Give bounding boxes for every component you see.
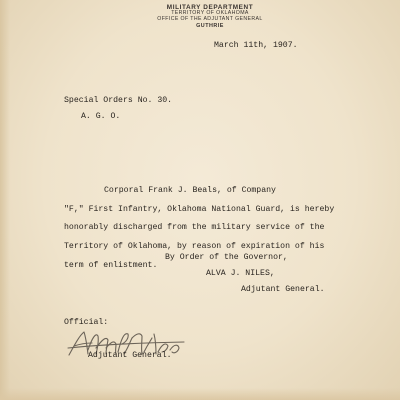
special-orders-number: Special Orders No. 30.	[64, 96, 173, 105]
body-line: term of enlistment.	[64, 260, 158, 270]
paper-edge-left	[0, 0, 10, 400]
document-date: March 11th, 1907.	[214, 41, 298, 50]
official-title: Adjutant General.	[88, 351, 172, 360]
letterhead	[110, 4, 310, 29]
body-line: "F," First Infantry, Oklahoma National Guard, is hereby	[64, 204, 335, 214]
signatory-name: ALVA J. NILES,	[206, 269, 275, 278]
letterhead-territory: TERRITORY OF OKLAHOMA	[171, 10, 249, 17]
body-line: Corporal Frank J. Beals, of Company	[104, 186, 276, 195]
letterhead-office: OFFICE OF THE ADJUTANT GENERAL	[157, 15, 263, 22]
letterhead-department: MILITARY DEPARTMENT	[166, 4, 254, 11]
body-line: honorably discharged from the military service of the	[64, 223, 325, 233]
signatory-title: Adjutant General.	[241, 285, 325, 294]
body-line: Territory of Oklahoma, by reason of expiration of his	[64, 242, 325, 252]
official-label: Official:	[64, 318, 109, 327]
by-order-line: By Order of the Governor,	[165, 253, 288, 262]
ago-abbreviation: A. G. O.	[81, 112, 121, 121]
letterhead-city: GUTHRIE	[196, 22, 224, 29]
paper-edge-bottom	[0, 388, 400, 400]
